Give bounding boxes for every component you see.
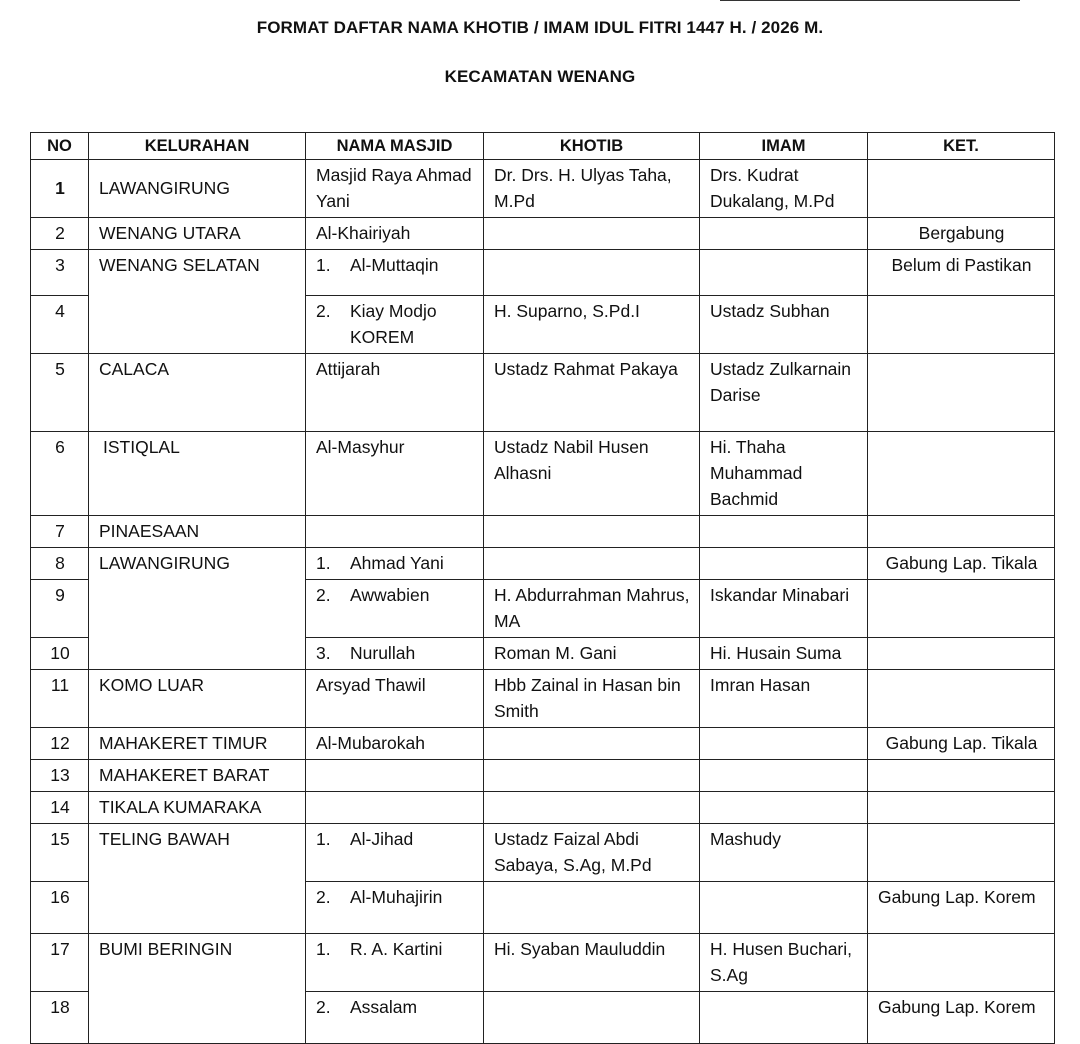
masjid-list-number: 1. xyxy=(316,553,331,573)
ket-cell xyxy=(868,670,1055,728)
table-row xyxy=(31,516,1055,548)
masjid-cell xyxy=(306,296,484,354)
masjid-cell xyxy=(306,760,484,792)
kelurahan-cell: KOMO LUAR xyxy=(89,670,306,728)
imam-cell: Ustadz Subhan xyxy=(700,296,868,354)
ket-cell: Bergabung xyxy=(868,218,1055,250)
kelurahan-cell: LAWANGIRUNG xyxy=(89,548,306,670)
khotib-cell xyxy=(484,548,700,580)
row-number: 16 xyxy=(31,882,89,934)
document-title: FORMAT DAFTAR NAMA KHOTIB / IMAM IDUL FITRI 1447 H. / 2026 M. xyxy=(256,18,824,37)
masjid-list-number: 1. xyxy=(316,255,331,275)
kelurahan-cell: MAHAKERET TIMUR xyxy=(89,728,306,760)
masjid-cell xyxy=(306,638,484,670)
table-row xyxy=(31,824,1055,882)
ket-cell xyxy=(868,160,1055,218)
kelurahan-cell: PINAESAAN xyxy=(89,516,306,548)
imam-cell: H. Husen Buchari, S.Ag xyxy=(700,934,868,992)
ket-cell xyxy=(868,432,1055,516)
row-number: 14 xyxy=(31,792,89,824)
khotib-cell: H. Abdurrahman Mahrus, MA xyxy=(484,580,700,638)
khotib-cell: Ustadz Faizal Abdi Sabaya, S.Ag, M.Pd xyxy=(484,824,700,882)
ket-cell: Gabung Lap. Tikala xyxy=(868,728,1055,760)
row-number: 10 xyxy=(31,638,89,670)
imam-cell xyxy=(700,882,868,934)
table-row xyxy=(31,432,1055,516)
masjid-name: Assalam xyxy=(350,997,418,1017)
ket-cell xyxy=(868,296,1055,354)
masjid-name: Al-Jihad xyxy=(350,829,414,849)
document-subtitle: KECAMATAN WENANG xyxy=(444,67,636,86)
header-no: NO xyxy=(31,133,89,160)
row-number: 6 xyxy=(31,432,89,516)
header-kelurahan: KELURAHAN xyxy=(89,133,306,160)
imam-cell: Mashudy xyxy=(700,824,868,882)
masjid-cell xyxy=(306,580,484,638)
masjid-cell: Attijarah xyxy=(306,354,484,432)
masjid-cell xyxy=(306,824,484,882)
khotib-imam-table xyxy=(30,132,1055,1044)
imam-cell xyxy=(700,728,868,760)
kelurahan-cell: WENANG UTARA xyxy=(89,218,306,250)
imam-cell: Iskandar Minabari xyxy=(700,580,868,638)
imam-cell xyxy=(700,792,868,824)
table-row xyxy=(31,670,1055,728)
masjid-cell xyxy=(306,250,484,296)
header-khotib: KHOTIB xyxy=(484,133,700,160)
masjid-cell: Al-Khairiyah xyxy=(306,218,484,250)
masjid-cell xyxy=(306,882,484,934)
masjid-cell xyxy=(306,516,484,548)
kelurahan-cell: WENANG SELATAN xyxy=(89,250,306,354)
masjid-name: Al-Muttaqin xyxy=(350,255,439,275)
ket-cell xyxy=(868,638,1055,670)
table-header-row xyxy=(31,133,1055,160)
row-number: 4 xyxy=(31,296,89,354)
masjid-list-number: 1. xyxy=(316,939,331,959)
khotib-cell xyxy=(484,218,700,250)
row-number: 3 xyxy=(31,250,89,296)
masjid-cell: Al-Mubarokah xyxy=(306,728,484,760)
imam-cell xyxy=(700,218,868,250)
masjid-list-number: 3. xyxy=(316,643,331,663)
masjid-name: Al-Muhajirin xyxy=(350,887,443,907)
masjid-cell: Al-Masyhur xyxy=(306,432,484,516)
khotib-cell xyxy=(484,792,700,824)
kelurahan-cell: MAHAKERET BARAT xyxy=(89,760,306,792)
khotib-cell xyxy=(484,760,700,792)
row-number: 13 xyxy=(31,760,89,792)
imam-cell xyxy=(700,250,868,296)
masjid-name: Kiay Modjo xyxy=(350,301,437,321)
masjid-cell xyxy=(306,548,484,580)
imam-cell: Hi. Thaha Muhammad Bachmid xyxy=(700,432,868,516)
masjid-list-number: 2. xyxy=(316,301,331,321)
masjid-cell: Masjid Raya Ahmad Yani xyxy=(306,160,484,218)
row-number: 11 xyxy=(31,670,89,728)
khotib-cell xyxy=(484,250,700,296)
row-number: 18 xyxy=(31,992,89,1044)
khotib-cell: H. Suparno, S.Pd.I xyxy=(484,296,700,354)
ket-cell xyxy=(868,824,1055,882)
ket-cell: Gabung Lap. Tikala xyxy=(868,548,1055,580)
row-number: 9 xyxy=(31,580,89,638)
table-row xyxy=(31,760,1055,792)
header-imam: IMAM xyxy=(700,133,868,160)
table-row xyxy=(31,548,1055,580)
imam-cell: Imran Hasan xyxy=(700,670,868,728)
table-row xyxy=(31,792,1055,824)
khotib-cell: Dr. Drs. H. Ulyas Taha, M.Pd xyxy=(484,160,700,218)
khotib-cell: Ustadz Nabil Husen Alhasni xyxy=(484,432,700,516)
row-number: 17 xyxy=(31,934,89,992)
table-row xyxy=(31,218,1055,250)
khotib-cell xyxy=(484,882,700,934)
masjid-cell xyxy=(306,934,484,992)
row-number: 8 xyxy=(31,548,89,580)
imam-cell xyxy=(700,548,868,580)
imam-cell xyxy=(700,760,868,792)
table-row xyxy=(31,934,1055,992)
khotib-cell: Hbb Zainal in Hasan bin Smith xyxy=(484,670,700,728)
masjid-cell: Arsyad Thawil xyxy=(306,670,484,728)
masjid-name: Ahmad Yani xyxy=(350,553,444,573)
masjid-cell xyxy=(306,992,484,1044)
khotib-cell: Hi. Syaban Mauluddin xyxy=(484,934,700,992)
ket-cell xyxy=(868,516,1055,548)
row-number: 15 xyxy=(31,824,89,882)
khotib-cell xyxy=(484,992,700,1044)
header-ket: KET. xyxy=(868,133,1055,160)
kelurahan-cell: TELING BAWAH xyxy=(89,824,306,934)
imam-cell xyxy=(700,992,868,1044)
kelurahan-cell: LAWANGIRUNG xyxy=(89,160,306,218)
masjid-list-number: 1. xyxy=(316,829,331,849)
masjid-name: R. A. Kartini xyxy=(350,939,443,959)
kelurahan-cell: BUMI BERINGIN xyxy=(89,934,306,1044)
table-row xyxy=(31,250,1055,296)
kelurahan-cell: CALACA xyxy=(89,354,306,432)
row-number: 12 xyxy=(31,728,89,760)
masjid-name: Awwabien xyxy=(350,585,430,605)
ket-cell xyxy=(868,760,1055,792)
masjid-list-number: 2. xyxy=(316,585,331,605)
khotib-cell: Roman M. Gani xyxy=(484,638,700,670)
masjid-cell xyxy=(306,792,484,824)
masjid-name: Nurullah xyxy=(350,643,416,663)
header-masjid: NAMA MASJID xyxy=(306,133,484,160)
imam-cell xyxy=(700,516,868,548)
ket-cell xyxy=(868,354,1055,432)
khotib-cell: Ustadz Rahmat Pakaya xyxy=(484,354,700,432)
ket-cell: Belum di Pastikan xyxy=(868,250,1055,296)
row-number: 7 xyxy=(31,516,89,548)
masjid-list-number: 2. xyxy=(316,997,331,1017)
masjid-list-number: 2. xyxy=(316,887,331,907)
khotib-cell xyxy=(484,728,700,760)
row-number: 1 xyxy=(31,160,89,218)
ket-cell xyxy=(868,792,1055,824)
khotib-cell xyxy=(484,516,700,548)
table-row xyxy=(31,728,1055,760)
top-rule xyxy=(720,0,1020,1)
ket-cell: Gabung Lap. Korem xyxy=(868,992,1055,1044)
imam-cell: Drs. Kudrat Dukalang, M.Pd xyxy=(700,160,868,218)
kelurahan-cell: ISTIQLAL xyxy=(89,432,306,516)
ket-cell xyxy=(868,580,1055,638)
table-row xyxy=(31,354,1055,432)
table-row xyxy=(31,160,1055,218)
ket-cell: Gabung Lap. Korem xyxy=(868,882,1055,934)
kelurahan-cell: TIKALA KUMARAKA xyxy=(89,792,306,824)
imam-cell: Hi. Husain Suma xyxy=(700,638,868,670)
row-number: 2 xyxy=(31,218,89,250)
row-number: 5 xyxy=(31,354,89,432)
imam-cell: Ustadz Zulkarnain Darise xyxy=(700,354,868,432)
ket-cell xyxy=(868,934,1055,992)
masjid-name-extra: KOREM xyxy=(350,327,415,347)
